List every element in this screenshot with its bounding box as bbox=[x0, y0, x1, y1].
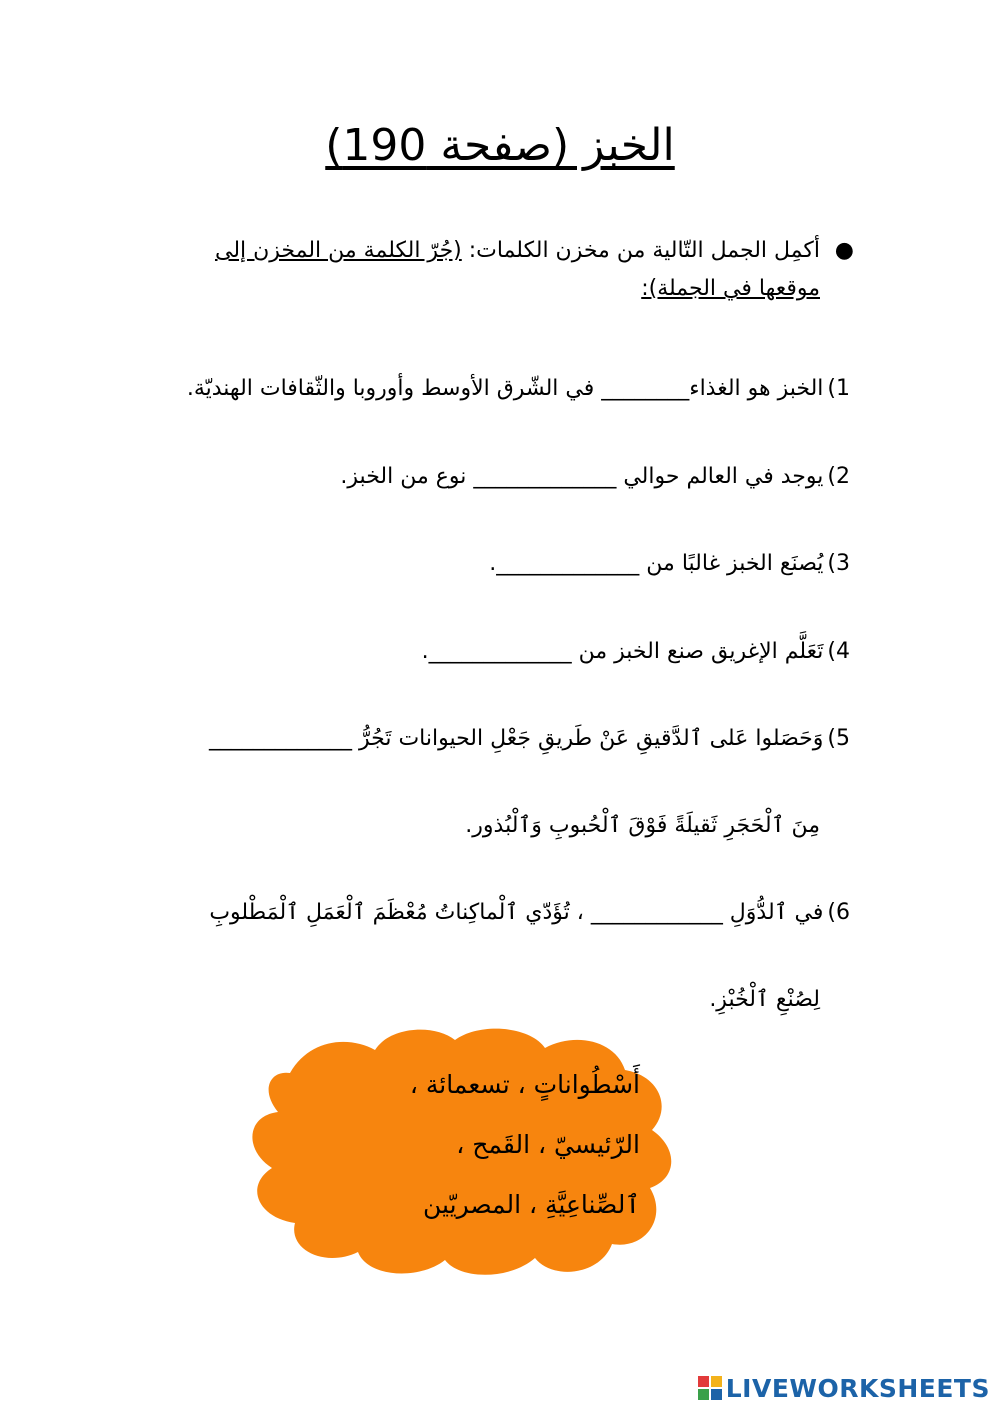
instruction bbox=[180, 232, 854, 308]
answer-blank[interactable]: ____________ bbox=[590, 900, 723, 925]
question-text: نوع من الخبز. bbox=[340, 464, 474, 489]
word-bank bbox=[300, 1055, 640, 1235]
liveworksheets-logo bbox=[698, 1371, 990, 1405]
bullet-icon: ● bbox=[834, 238, 854, 263]
page-title bbox=[0, 120, 1000, 171]
answer-blank[interactable]: _____________ bbox=[496, 551, 640, 576]
question-text: في ٱلدُّوَلِ bbox=[722, 900, 824, 925]
question-number: 2) bbox=[827, 464, 850, 489]
question-text: يُصنَع الخبز غالبًا من bbox=[639, 551, 824, 576]
question-2 bbox=[340, 464, 850, 489]
question-6-continuation: لِصُنْعِ ٱلْخُبْزِ. bbox=[709, 987, 820, 1012]
instruction-hint: (جُرّ الكلمة من المخزن إلى موقعها في الجملة): bbox=[214, 238, 820, 301]
title-text: الخبز (صفحة 190) bbox=[325, 120, 675, 171]
logo-squares-icon bbox=[698, 1376, 722, 1400]
word-bank-row[interactable]: ٱلصِّناعِيَّةِ ، المصريّين bbox=[423, 1190, 640, 1219]
question-number: 3) bbox=[827, 551, 850, 576]
word-bank-row[interactable]: الرّئيسيّ ، القَمح ، bbox=[456, 1130, 640, 1159]
question-text: تَعَلَّم الإغريق صنع الخبز من bbox=[571, 639, 824, 664]
answer-blank[interactable]: _____________ bbox=[473, 464, 617, 489]
instruction-text: أكمِل الجمل التّالية من مخزن الكلمات: bbox=[461, 238, 820, 263]
question-text: في الشّرق الأوسط وأوروبا والثّقافات الهنديّة. bbox=[186, 376, 602, 401]
question-1 bbox=[187, 376, 850, 401]
answer-blank[interactable]: _____________ bbox=[428, 639, 572, 664]
question-4 bbox=[422, 639, 850, 664]
answer-blank[interactable]: _____________ bbox=[209, 726, 352, 751]
question-text: الخبز هو الغذاء bbox=[689, 376, 824, 401]
question-5-continuation: مِنَ ٱلْحَجَرِ ثَقيلَةً فَوْقَ ٱلْحُبوبِ وَٱلْبُذور. bbox=[465, 813, 820, 838]
question-text: وَحَصَلوا عَلى ٱلدَّقيقِ عَنْ طَريقِ جَعْلِ الحيوانات تَجُرُّ bbox=[352, 726, 824, 751]
question-text: يوجد في العالم حوالي bbox=[616, 464, 824, 489]
question-number: 5) bbox=[827, 726, 850, 751]
question-text: ، تُؤَدّي ٱلْماكِناتُ مُعْظَمَ ٱلْعَمَلِ ٱلْمَطْلوبِ bbox=[209, 900, 591, 925]
question-3 bbox=[489, 551, 850, 576]
question-text: . bbox=[489, 551, 497, 576]
question-5 bbox=[209, 726, 850, 751]
logo-text: LIVEWORKSHEETS bbox=[725, 1373, 990, 1403]
question-text: . bbox=[421, 639, 429, 664]
question-number: 4) bbox=[827, 639, 850, 664]
question-number: 6) bbox=[827, 900, 850, 925]
question-6 bbox=[209, 900, 850, 925]
question-number: 1) bbox=[827, 376, 850, 401]
answer-blank[interactable]: ________ bbox=[601, 376, 690, 401]
word-bank-row[interactable]: أَسْطُواناتٍ ، تسعمائة ، bbox=[409, 1070, 640, 1099]
